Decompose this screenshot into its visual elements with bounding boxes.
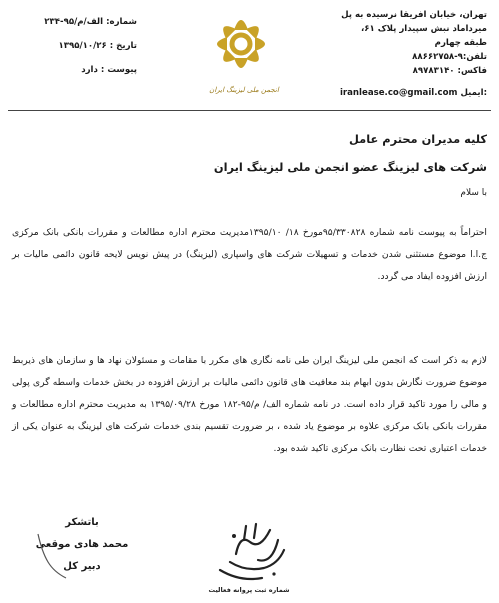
logo-caption: انجمن ملی لیزینگ ایران <box>209 86 279 94</box>
email-address: iranlease.co@gmail.com <box>339 88 458 98</box>
recipient-line: شرکت های لیزینگ عضو انجمن ملی لیزینگ ایران <box>213 160 487 174</box>
letter-number: شماره: الف/م/۹۵-۲۳۴ <box>44 17 137 27</box>
header-divider <box>8 110 491 111</box>
address-line: تهران، خیابان افریقا نرسیده به پل <box>341 10 487 20</box>
greeting: با سلام <box>460 188 487 198</box>
letter-attachment: پیوست : دارد <box>81 65 137 75</box>
body-paragraph: احتراماً به پیوست نامه شماره ۹۵/۳۳۰۸۲۸مورخ ۱۸/ ۱۳۹۵/۱۰مدیریت محترم اداره مطالعات و مقررات بانکی بانک مرکزی ج.ا.ا موضوع مستثنی شدن خدمات و تسهیلات شرکت های واسپاری (لیزینگ) در پیش نویس لایحه قانون دائمی مالیات بر ارزش افزوده ایفاد می گردد. <box>12 227 487 282</box>
recipient-line: کلیه مدیران محترم عامل <box>349 132 487 146</box>
body-paragraph: لازم به ذکر است که انجمن ملی لیزینگ ایران طی نامه نگاری های مکرر با مقامات و مسئولان نهاد ها و سازمان های ذیربط موضوع ضرورت نگارش بدون ابهام بند معافیت های قانون دائمی مالیات بر ارزش افزوده در بخش خدمات واسطه گری پولی و مالی را مورد تاکید قرار داده است. در نامه شماره الف/ م/۹۵-۱۸۲ مورخ ۱۳۹۵/۰۹/۲۸ به مدیریت محترم اداره مطالعات و مقررات بانکی بانک مرکزی علاوه بر موضوع یاد شده ، بر ضرورت تقسیم بندی خدمات شرکت های لیزینگ به عنوان یکی از خدمات اعتباری تحت نظارت بانک مرکزی تاکید شده بود. <box>12 355 487 454</box>
phone-line: تلفن:۹-۸۸۶۶۲۷۵۸ <box>412 52 487 62</box>
email-label: ایمیل: <box>460 88 487 98</box>
recipient-block <box>12 125 487 181</box>
letter-meta <box>22 10 137 82</box>
signature-scribble-icon <box>28 532 88 582</box>
address-line: میرداماد نبش سپیدار پلاک ۶۱، <box>361 24 487 34</box>
email-line <box>340 88 487 98</box>
address-block <box>337 8 487 78</box>
signatory-name: محمد هادی موقعی <box>35 539 129 550</box>
fax-line: فاکس: ۸۹۷۸۳۱۴۰ <box>412 66 487 76</box>
signature-thanks: باتشکر <box>65 517 99 528</box>
address-line: طبقه چهارم <box>434 38 487 48</box>
stamp-caption: شماره ثبت پروانه فعالیت <box>208 586 290 594</box>
letter-date: تاریخ : ۱۳۹۵/۱۰/۲۶ <box>58 41 137 51</box>
signatory-title: دبیر کل <box>63 561 101 572</box>
